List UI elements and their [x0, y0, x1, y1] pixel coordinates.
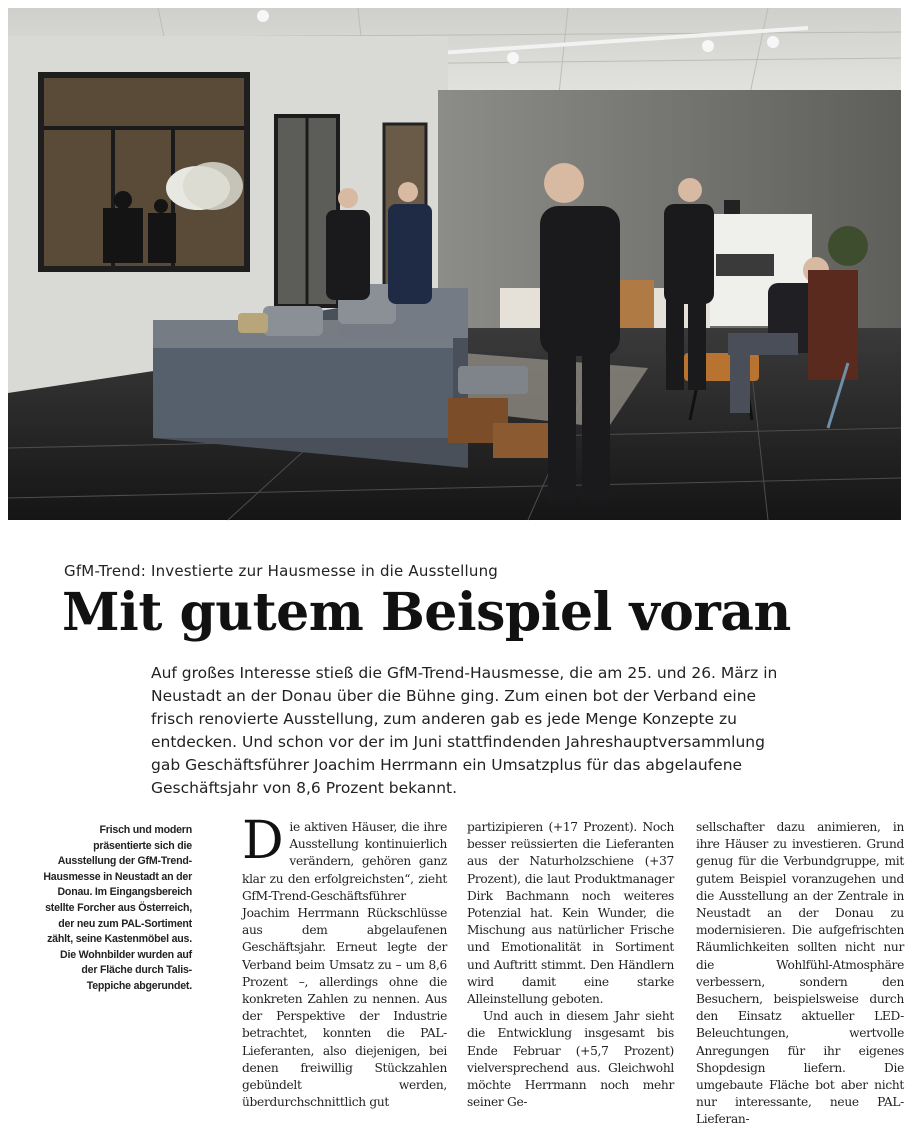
showroom-photo	[8, 8, 901, 520]
body-column-2	[467, 819, 674, 1110]
article-lead: Auf großes Interesse stieß die GfM-Trend-Hausmesse, die am 25. und 26. März in Neustadt an der Donau über die Bühne ging. Zum einen bot der Verband eine frisch renovierte Ausstellung, zum anderen gab es jede Menge Konzepte zu entdecken. Und schon vor der im Juni stattfindenden Jahreshauptversammlung gab Geschäftsführer Joachim Herrmann ein Umsatzplus für das abgelaufene Geschäftsjahr von 8,6 Prozent bekannt.	[151, 664, 778, 797]
body-column-3	[696, 819, 904, 1127]
body-text: ie aktiven Häuser, die ihre Ausstellung kontinuierlich verändern, gehören ganz klar zu den erfolgreichsten“, zieht GfM-Trend-Geschäftsführer Joachim Herrmann Rückschlüsse aus dem abgelaufenen Geschäftsjahr. Erneut legte der Verband beim Umsatz zu – um 8,6 Prozent –, allerdings ohne die konkreten Zahlen zu nennen. Aus der Perspektive der Industrie betrachtet, konnten die PAL-Lieferanten, also diejenigen, bei denen freiwillig Stückzahlen gebündelt werden, überdurchschnittlich gut	[242, 820, 447, 1110]
body-column-1	[242, 811, 447, 1110]
body-paragraph: sellschafter dazu animieren, in ihre Häuser zu investieren. Grund genug für die Verbundgruppe, mit gutem Beispiel voranzugehen und die Ausstellung an der Zentrale in Neustadt an der Donau zu modernisieren. Die aufgefrischten Räumlichkeiten sollten nicht nur die Wohlfühl-Atmosphäre verbessern, sondern den Besuchern, beispielsweise durch den Einsatz aktueller LED-Beleuchtungen, wertvolle Anregungen für ihr eigenes Shopdesign liefern. Die umgebaute Fläche bot aber nicht nur interessante, neue PAL-Lieferan-	[696, 820, 904, 1127]
body-paragraph: Und auch in diesem Jahr sieht die Entwicklung insgesamt bis Ende Februar (+5,7 Prozent) vielversprechend aus. Gleichwohl möchte Herrmann noch mehr seiner Ge-	[467, 1009, 674, 1110]
article-headline: Mit gutem Beispiel voran	[62, 582, 791, 643]
photo-caption: Frisch und modern präsentierte sich die Ausstellung der GfM-Trend-Hausmesse in Neustadt an der Donau. Im Eingangsbereich stellte Forcher aus Österreich, der neu zum PAL-Sortiment zählt, seine Kastenmöbel aus. Die Wohnbilder wurden auf der Fläche durch Talis-Teppiche abgerundet.	[43, 824, 192, 992]
showroom-photo-illustration	[8, 8, 901, 520]
body-paragraph: partizipieren (+17 Prozent). Noch besser reüssierten die Lieferanten aus der Naturholzschiene (+37 Prozent), die laut Produktmanager Dirk Bachmann noch weiteres Potenzial hat. Kein Wunder, die Mischung aus natürlicher Frische und Emotionalität in Sortiment und Auftritt stimmt. Den Händlern wird damit eine starke Alleinstellung geboten.	[467, 820, 674, 1007]
body-paragraph	[242, 811, 447, 1111]
article-kicker: GfM-Trend: Investierte zur Hausmesse in die Ausstellung	[64, 562, 499, 580]
drop-cap: D	[242, 811, 284, 871]
